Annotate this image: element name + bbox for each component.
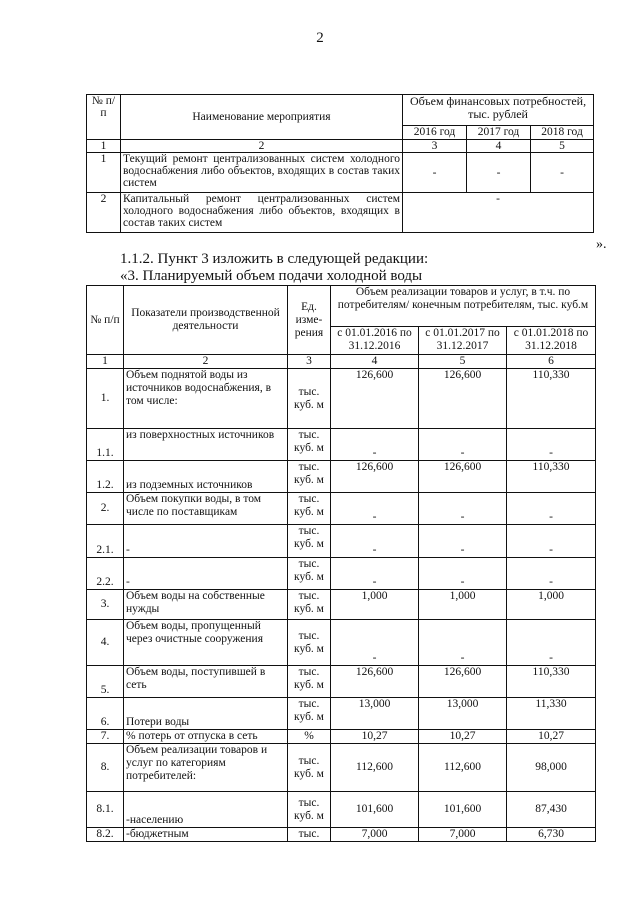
row-value-2017: 126,600 — [419, 666, 507, 698]
row-value-2018: - — [507, 620, 596, 666]
row-unit: тыс. куб. м — [288, 429, 331, 461]
row-num: 8. — [87, 744, 124, 792]
row-value-2017: 1,000 — [419, 590, 507, 620]
financial-needs-table — [86, 94, 594, 233]
row-value-2016: 101,600 — [331, 792, 419, 828]
row-num: 2.1. — [87, 525, 124, 558]
table-row — [87, 666, 596, 698]
row-value-2018: 87,430 — [507, 792, 596, 828]
row-indicator: -населению — [124, 792, 288, 828]
row-value-2016: 112,600 — [331, 744, 419, 792]
row-indicator: - — [124, 558, 288, 590]
row-unit: тыс. куб. м — [288, 461, 331, 493]
row-value-2018: - — [507, 525, 596, 558]
row-num: 3. — [87, 590, 124, 620]
row-num: 1.2. — [87, 461, 124, 493]
row-value-2017: 13,000 — [419, 698, 507, 730]
row-value-2018: - — [507, 493, 596, 525]
header-financial-volume: Объем финансовых потребностей, тыс. рублей — [403, 95, 594, 126]
water-supply-table — [86, 285, 596, 842]
row-value-2016: 1,000 — [331, 590, 419, 620]
row-indicator: Объем воды, пропущенный через очистные сооружения — [124, 620, 288, 666]
row-value-2018: 1,000 — [507, 590, 596, 620]
row-num: 8.1. — [87, 792, 124, 828]
table-row — [87, 429, 596, 461]
header-num: № п/п — [87, 286, 124, 355]
row-num: 2.2. — [87, 558, 124, 590]
row-indicator: Объем воды на собственные нужды — [124, 590, 288, 620]
row-value-2018: - — [507, 429, 596, 461]
table-row — [87, 493, 596, 525]
row-indicator: Объем покупки воды, в том числе по поставщикам — [124, 493, 288, 525]
colnum: 2 — [121, 140, 403, 153]
row-num: 1 — [87, 153, 121, 193]
row-value-2018: 110,330 — [507, 666, 596, 698]
table-row — [87, 698, 596, 730]
row-unit: тыс. куб. м — [288, 744, 331, 792]
colnum: 2 — [124, 355, 288, 369]
row-indicator: Объем поднятой воды из источников водоснабжения, в том числе: — [124, 369, 288, 429]
row-value-2017: 7,000 — [419, 828, 507, 842]
row-value-2018: - — [531, 153, 594, 193]
colnum: 5 — [531, 140, 594, 153]
row-unit: тыс. — [288, 828, 331, 842]
row-value-2016: 126,600 — [331, 666, 419, 698]
colnum: 4 — [467, 140, 531, 153]
row-value-2017: 10,27 — [419, 730, 507, 744]
row-value-2018: 10,27 — [507, 730, 596, 744]
row-value-2016: - — [331, 525, 419, 558]
colnum: 5 — [419, 355, 507, 369]
row-value-2016: 126,600 — [331, 461, 419, 493]
header-activity-name: Наименование мероприятия — [121, 95, 403, 140]
header-period-2017: с 01.01.2017 по 31.12.2017 — [419, 327, 507, 355]
header-year-2017: 2017 год — [467, 126, 531, 140]
table-row — [87, 590, 596, 620]
table-row — [87, 193, 594, 233]
row-indicator: Потери воды — [124, 698, 288, 730]
header-sales-volume: Объем реализации товаров и услуг, в т.ч. по потребителям/ конечным потребителям, тыс. куб.м — [331, 286, 596, 327]
section-3-title: «3. Планируемый объем подачи холодной воды — [120, 268, 423, 284]
table-row — [87, 744, 596, 792]
row-value-2018: - — [507, 558, 596, 590]
row-indicator: -бюджетным — [124, 828, 288, 842]
header-period-2018: с 01.01.2018 по 31.12.2018 — [507, 327, 596, 355]
row-unit: тыс. куб. м — [288, 698, 331, 730]
row-indicator: из поверхностных источников — [124, 429, 288, 461]
row-value-2017: 126,600 — [419, 369, 507, 429]
row-value-2017: - — [419, 429, 507, 461]
colnum: 3 — [288, 355, 331, 369]
header-year-2016: 2016 год — [403, 126, 467, 140]
table-row — [87, 730, 596, 744]
row-num: 2. — [87, 493, 124, 525]
row-num: 6. — [87, 698, 124, 730]
table-row — [87, 620, 596, 666]
row-activity-name: Капитальный ремонт централизованных систем холодного водоснабжения либо объектов, входящих в состав таких систем — [121, 193, 403, 233]
row-value-2018: 98,000 — [507, 744, 596, 792]
colnum: 1 — [87, 140, 121, 153]
row-value-2016: - — [331, 429, 419, 461]
row-indicator: из подземных источников — [124, 461, 288, 493]
row-num: 8.2. — [87, 828, 124, 842]
row-unit: тыс. куб. м — [288, 558, 331, 590]
row-value-2016: - — [403, 153, 467, 193]
row-value-2017: - — [419, 525, 507, 558]
header-year-2018: 2018 год — [531, 126, 594, 140]
row-value-2018: 11,330 — [507, 698, 596, 730]
row-unit: тыс. куб. м — [288, 792, 331, 828]
table-row — [87, 525, 596, 558]
row-num: 1. — [87, 369, 124, 429]
row-value-2018: 6,730 — [507, 828, 596, 842]
row-value-2016: - — [331, 558, 419, 590]
row-indicator: Объем реализации товаров и услуг по категориям потребителей: — [124, 744, 288, 792]
table-row — [87, 369, 596, 429]
row-value-merged: - — [403, 193, 594, 233]
table-row — [87, 153, 594, 193]
row-value-2016: 13,000 — [331, 698, 419, 730]
row-num: 1.1. — [87, 429, 124, 461]
row-unit: тыс. куб. м — [288, 590, 331, 620]
row-value-2017: 101,600 — [419, 792, 507, 828]
row-unit: % — [288, 730, 331, 744]
row-value-2016: - — [331, 620, 419, 666]
row-indicator: - — [124, 525, 288, 558]
table-row — [87, 828, 596, 842]
row-value-2017: - — [467, 153, 531, 193]
page-number: 2 — [316, 30, 324, 46]
table-row — [87, 558, 596, 590]
row-value-2018: 110,330 — [507, 461, 596, 493]
row-activity-name: Текущий ремонт централизованных систем холодного водоснабжения либо объектов, входящих в состав таких систем — [121, 153, 403, 193]
row-value-2017: 112,600 — [419, 744, 507, 792]
row-value-2018: 110,330 — [507, 369, 596, 429]
row-num: 2 — [87, 193, 121, 233]
row-value-2017: 126,600 — [419, 461, 507, 493]
colnum: 6 — [507, 355, 596, 369]
paragraph-1-1-2: 1.1.2. Пункт 3 изложить в следующей редакции: — [120, 251, 429, 267]
header-indicators: Показатели производственной деятельности — [124, 286, 288, 355]
row-num: 5. — [87, 666, 124, 698]
row-value-2017: - — [419, 620, 507, 666]
colnum: 3 — [403, 140, 467, 153]
row-unit: тыс. куб. м — [288, 620, 331, 666]
colnum: 4 — [331, 355, 419, 369]
row-unit: тыс. куб. м — [288, 666, 331, 698]
row-value-2016: 126,600 — [331, 369, 419, 429]
closing-quote: ». — [596, 237, 607, 252]
row-value-2017: - — [419, 493, 507, 525]
row-num: 4. — [87, 620, 124, 666]
row-value-2016: - — [331, 493, 419, 525]
row-value-2017: - — [419, 558, 507, 590]
table-row — [87, 792, 596, 828]
header-period-2016: с 01.01.2016 по 31.12.2016 — [331, 327, 419, 355]
row-unit: тыс. куб. м — [288, 525, 331, 558]
colnum: 1 — [87, 355, 124, 369]
row-unit: тыс. куб. м — [288, 369, 331, 429]
row-value-2016: 10,27 — [331, 730, 419, 744]
row-indicator: % потерь от отпуска в сеть — [124, 730, 288, 744]
row-value-2016: 7,000 — [331, 828, 419, 842]
table-row — [87, 461, 596, 493]
header-unit: Ед. изме- рения — [288, 286, 331, 355]
header-num: № п/п — [87, 95, 121, 140]
row-unit: тыс. куб. м — [288, 493, 331, 525]
row-num: 7. — [87, 730, 124, 744]
row-indicator: Объем воды, поступившей в сеть — [124, 666, 288, 698]
